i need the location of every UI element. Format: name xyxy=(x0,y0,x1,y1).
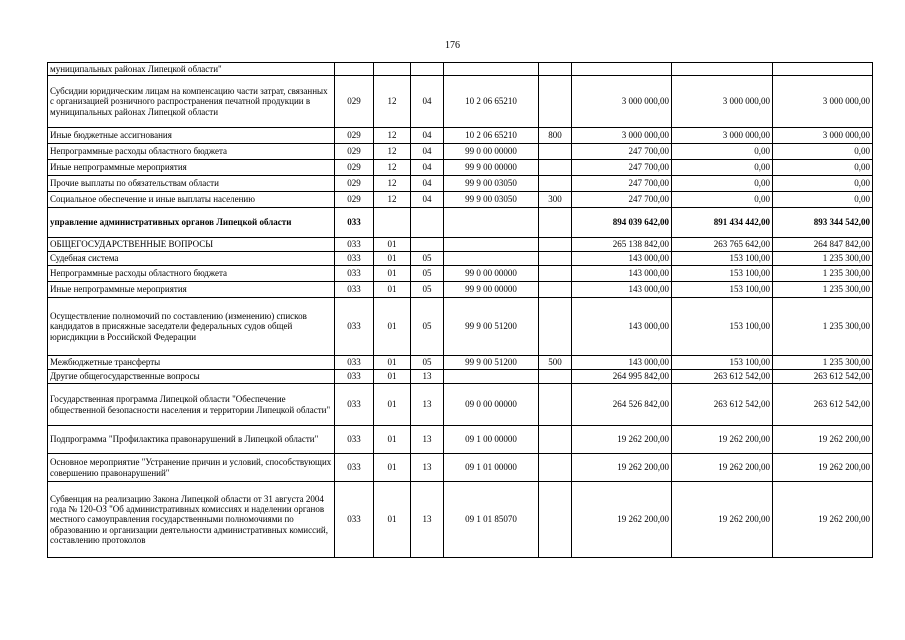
row-admin-code: 029 xyxy=(335,76,374,128)
row-sum-year2: 19 262 200,00 xyxy=(672,426,773,454)
row-subsection: 05 xyxy=(411,356,444,370)
row-name: Социальное обеспечение и иные выплаты населению xyxy=(48,192,335,208)
row-admin-code: 033 xyxy=(335,298,374,356)
row-target-article: 09 0 00 00000 xyxy=(444,384,539,426)
row-expense-type: 300 xyxy=(539,192,572,208)
row-sum-year1 xyxy=(572,63,672,76)
row-name: Иные бюджетные ассигнования xyxy=(48,128,335,144)
row-expense-type xyxy=(539,370,572,384)
row-sum-year2: 153 100,00 xyxy=(672,282,773,298)
row-sum-year3: 0,00 xyxy=(773,144,873,160)
table-row xyxy=(48,192,873,208)
row-name: Субсидии юридическим лицам на компенсацию части затрат, связанных с организацией розничного распространения печатной продукции в муниципальных районах Липецкой области xyxy=(48,76,335,128)
row-sum-year3: 0,00 xyxy=(773,192,873,208)
row-target-article: 10 2 06 65210 xyxy=(444,128,539,144)
row-sum-year3: 263 612 542,00 xyxy=(773,370,873,384)
row-sum-year3: 1 235 300,00 xyxy=(773,356,873,370)
row-sum-year1: 3 000 000,00 xyxy=(572,128,672,144)
row-sum-year3: 1 235 300,00 xyxy=(773,252,873,266)
row-section: 01 xyxy=(374,426,411,454)
row-sum-year2: 19 262 200,00 xyxy=(672,482,773,558)
row-sum-year1: 247 700,00 xyxy=(572,144,672,160)
row-sum-year3: 264 847 842,00 xyxy=(773,238,873,252)
row-sum-year3 xyxy=(773,63,873,76)
row-section xyxy=(374,208,411,238)
table-row xyxy=(48,298,873,356)
row-section: 01 xyxy=(374,252,411,266)
row-name: Межбюджетные трансферты xyxy=(48,356,335,370)
row-sum-year2 xyxy=(672,63,773,76)
row-subsection: 13 xyxy=(411,454,444,482)
row-sum-year3: 893 344 542,00 xyxy=(773,208,873,238)
table-row xyxy=(48,266,873,282)
table-row xyxy=(48,426,873,454)
row-sum-year1: 143 000,00 xyxy=(572,298,672,356)
row-sum-year3: 19 262 200,00 xyxy=(773,426,873,454)
row-target-article: 99 0 00 00000 xyxy=(444,266,539,282)
row-sum-year3: 0,00 xyxy=(773,160,873,176)
table-row xyxy=(48,384,873,426)
row-section: 12 xyxy=(374,76,411,128)
row-sum-year2: 0,00 xyxy=(672,144,773,160)
row-name: Государственная программа Липецкой области "Обеспечение общественной безопасности населения и территории Липецкой области" xyxy=(48,384,335,426)
row-admin-code xyxy=(335,63,374,76)
row-expense-type xyxy=(539,176,572,192)
row-section: 12 xyxy=(374,176,411,192)
row-target-article: 99 9 00 03050 xyxy=(444,192,539,208)
table-row xyxy=(48,76,873,128)
row-subsection: 13 xyxy=(411,384,444,426)
page-number: 176 xyxy=(445,40,460,51)
row-sum-year1: 19 262 200,00 xyxy=(572,426,672,454)
row-admin-code: 033 xyxy=(335,252,374,266)
table-row xyxy=(48,63,873,76)
row-admin-code: 033 xyxy=(335,282,374,298)
row-expense-type xyxy=(539,144,572,160)
row-sum-year1: 143 000,00 xyxy=(572,356,672,370)
row-sum-year2: 891 434 442,00 xyxy=(672,208,773,238)
row-section xyxy=(374,63,411,76)
row-name: Иные непрограммные мероприятия xyxy=(48,160,335,176)
row-sum-year2: 153 100,00 xyxy=(672,252,773,266)
row-sum-year3: 3 000 000,00 xyxy=(773,128,873,144)
row-expense-type xyxy=(539,482,572,558)
row-sum-year2: 263 612 542,00 xyxy=(672,370,773,384)
row-expense-type: 800 xyxy=(539,128,572,144)
row-admin-code: 033 xyxy=(335,266,374,282)
row-section: 01 xyxy=(374,370,411,384)
row-sum-year2: 0,00 xyxy=(672,176,773,192)
row-sum-year3: 1 235 300,00 xyxy=(773,282,873,298)
row-subsection: 05 xyxy=(411,282,444,298)
row-sum-year1: 19 262 200,00 xyxy=(572,454,672,482)
row-sum-year1: 3 000 000,00 xyxy=(572,76,672,128)
table-row xyxy=(48,282,873,298)
row-sum-year3: 0,00 xyxy=(773,176,873,192)
row-admin-code: 033 xyxy=(335,454,374,482)
row-target-article xyxy=(444,252,539,266)
table-row xyxy=(48,176,873,192)
row-sum-year1: 143 000,00 xyxy=(572,252,672,266)
row-sum-year3: 19 262 200,00 xyxy=(773,482,873,558)
row-sum-year3: 263 612 542,00 xyxy=(773,384,873,426)
row-name: Осуществление полномочий по составлению (изменению) списков кандидатов в присяжные заседатели федеральных судов общей юрисдикции в Российской Федерации xyxy=(48,298,335,356)
row-admin-code: 033 xyxy=(335,426,374,454)
row-admin-code: 029 xyxy=(335,128,374,144)
row-sum-year2: 263 765 642,00 xyxy=(672,238,773,252)
row-sum-year1: 247 700,00 xyxy=(572,176,672,192)
row-sum-year3: 1 235 300,00 xyxy=(773,298,873,356)
row-target-article xyxy=(444,370,539,384)
row-subsection xyxy=(411,208,444,238)
row-expense-type xyxy=(539,238,572,252)
table-row xyxy=(48,482,873,558)
row-expense-type xyxy=(539,266,572,282)
row-sum-year1: 264 995 842,00 xyxy=(572,370,672,384)
row-target-article: 09 1 00 00000 xyxy=(444,426,539,454)
row-sum-year1: 264 526 842,00 xyxy=(572,384,672,426)
row-admin-code: 033 xyxy=(335,356,374,370)
table-row xyxy=(48,370,873,384)
table-row xyxy=(48,128,873,144)
row-expense-type: 500 xyxy=(539,356,572,370)
row-sum-year3: 19 262 200,00 xyxy=(773,454,873,482)
row-admin-code: 029 xyxy=(335,176,374,192)
budget-table xyxy=(47,62,873,558)
table-row xyxy=(48,208,873,238)
row-name: ОБЩЕГОСУДАРСТВЕННЫЕ ВОПРОСЫ xyxy=(48,238,335,252)
row-section: 12 xyxy=(374,128,411,144)
row-section: 01 xyxy=(374,454,411,482)
row-subsection: 04 xyxy=(411,76,444,128)
row-target-article: 99 9 00 51200 xyxy=(444,298,539,356)
row-expense-type xyxy=(539,160,572,176)
row-expense-type xyxy=(539,208,572,238)
row-sum-year2: 263 612 542,00 xyxy=(672,384,773,426)
row-target-article: 10 2 06 65210 xyxy=(444,76,539,128)
row-expense-type xyxy=(539,76,572,128)
row-subsection: 13 xyxy=(411,370,444,384)
row-expense-type xyxy=(539,384,572,426)
row-name: Непрограммные расходы областного бюджета xyxy=(48,266,335,282)
row-sum-year1: 247 700,00 xyxy=(572,192,672,208)
table-row xyxy=(48,160,873,176)
row-target-article xyxy=(444,208,539,238)
row-sum-year1: 143 000,00 xyxy=(572,282,672,298)
row-section: 12 xyxy=(374,160,411,176)
table-row xyxy=(48,454,873,482)
row-expense-type xyxy=(539,63,572,76)
row-target-article: 99 9 00 51200 xyxy=(444,356,539,370)
row-target-article: 99 0 00 00000 xyxy=(444,144,539,160)
row-expense-type xyxy=(539,426,572,454)
row-subsection xyxy=(411,63,444,76)
row-sum-year2: 3 000 000,00 xyxy=(672,76,773,128)
row-expense-type xyxy=(539,298,572,356)
row-sum-year2: 3 000 000,00 xyxy=(672,128,773,144)
row-admin-code: 033 xyxy=(335,384,374,426)
row-section: 01 xyxy=(374,238,411,252)
table-row xyxy=(48,356,873,370)
row-name: Непрограммные расходы областного бюджета xyxy=(48,144,335,160)
row-sum-year1: 894 039 642,00 xyxy=(572,208,672,238)
row-target-article: 99 9 00 03050 xyxy=(444,176,539,192)
row-name: Основное мероприятие "Устранение причин и условий, способствующих совершению правонарушений" xyxy=(48,454,335,482)
row-admin-code: 033 xyxy=(335,482,374,558)
row-target-article xyxy=(444,63,539,76)
row-sum-year2: 153 100,00 xyxy=(672,266,773,282)
row-sum-year1: 247 700,00 xyxy=(572,160,672,176)
row-sum-year2: 0,00 xyxy=(672,160,773,176)
row-admin-code: 033 xyxy=(335,208,374,238)
row-section: 12 xyxy=(374,192,411,208)
row-sum-year1: 19 262 200,00 xyxy=(572,482,672,558)
row-sum-year1: 265 138 842,00 xyxy=(572,238,672,252)
row-sum-year2: 19 262 200,00 xyxy=(672,454,773,482)
row-subsection: 04 xyxy=(411,192,444,208)
row-admin-code: 033 xyxy=(335,370,374,384)
row-target-article: 09 1 01 85070 xyxy=(444,482,539,558)
row-name: Подпрограмма "Профилактика правонарушений в Липецкой области" xyxy=(48,426,335,454)
row-target-article xyxy=(444,238,539,252)
row-target-article: 99 9 00 00000 xyxy=(444,282,539,298)
row-subsection: 05 xyxy=(411,252,444,266)
row-section: 01 xyxy=(374,298,411,356)
row-sum-year2: 153 100,00 xyxy=(672,356,773,370)
row-section: 12 xyxy=(374,144,411,160)
row-expense-type xyxy=(539,252,572,266)
row-admin-code: 033 xyxy=(335,238,374,252)
row-sum-year2: 153 100,00 xyxy=(672,298,773,356)
row-target-article: 99 9 00 00000 xyxy=(444,160,539,176)
row-target-article: 09 1 01 00000 xyxy=(444,454,539,482)
row-admin-code: 029 xyxy=(335,144,374,160)
row-name: муниципальных районах Липецкой области" xyxy=(48,63,335,76)
row-subsection xyxy=(411,238,444,252)
row-section: 01 xyxy=(374,384,411,426)
row-subsection: 13 xyxy=(411,426,444,454)
row-name: Иные непрограммные мероприятия xyxy=(48,282,335,298)
row-section: 01 xyxy=(374,266,411,282)
table-row xyxy=(48,238,873,252)
row-expense-type xyxy=(539,454,572,482)
row-name: управление административных органов Липецкой области xyxy=(48,208,335,238)
row-expense-type xyxy=(539,282,572,298)
row-name: Прочие выплаты по обязательствам области xyxy=(48,176,335,192)
table-row xyxy=(48,144,873,160)
row-name: Судебная система xyxy=(48,252,335,266)
row-subsection: 13 xyxy=(411,482,444,558)
row-subsection: 04 xyxy=(411,160,444,176)
row-admin-code: 029 xyxy=(335,160,374,176)
row-admin-code: 029 xyxy=(335,192,374,208)
row-section: 01 xyxy=(374,482,411,558)
row-subsection: 05 xyxy=(411,298,444,356)
row-sum-year3: 3 000 000,00 xyxy=(773,76,873,128)
row-subsection: 04 xyxy=(411,128,444,144)
row-subsection: 04 xyxy=(411,144,444,160)
row-subsection: 05 xyxy=(411,266,444,282)
row-sum-year3: 1 235 300,00 xyxy=(773,266,873,282)
row-sum-year1: 143 000,00 xyxy=(572,266,672,282)
row-subsection: 04 xyxy=(411,176,444,192)
row-section: 01 xyxy=(374,282,411,298)
row-name: Субвенция на реализацию Закона Липецкой области от 31 августа 2004 года № 120-ОЗ "Об административных комиссиях и наделении органов местного самоуправления государственными полномочиями по образованию и организации деятельности административных комиссий, составлению протоколов xyxy=(48,482,335,558)
row-section: 01 xyxy=(374,356,411,370)
row-name: Другие общегосударственные вопросы xyxy=(48,370,335,384)
table-row xyxy=(48,252,873,266)
row-sum-year2: 0,00 xyxy=(672,192,773,208)
